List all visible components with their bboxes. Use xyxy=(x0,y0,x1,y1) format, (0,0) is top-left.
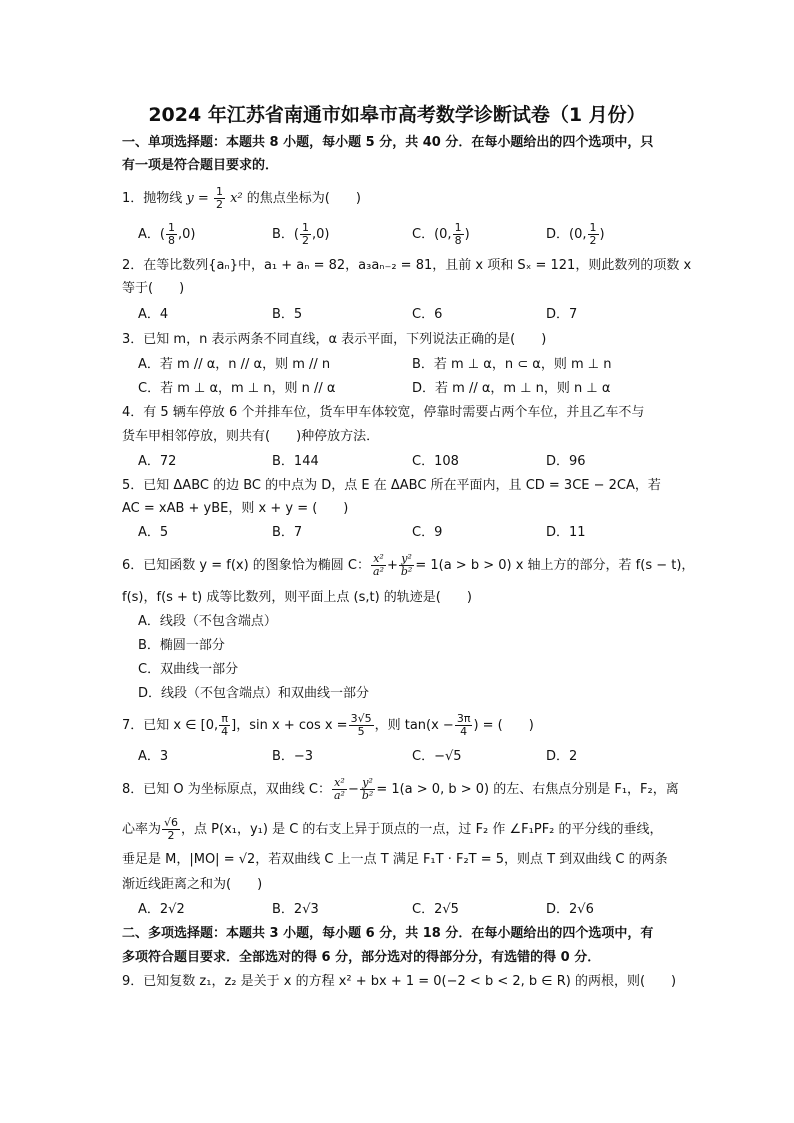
q1-option-c xyxy=(412,222,470,247)
q6-option-a: A．线段（不包含端点） xyxy=(138,614,277,629)
q8-ecc-label: 心率为 xyxy=(122,822,162,837)
q3-option-d: D．若 m // α，m ⊥ n，则 n ⊥ α xyxy=(412,381,611,396)
q4-option-b: B．144 xyxy=(272,454,319,469)
q1-c-den: 8 xyxy=(454,234,462,247)
q5-option-c: C．9 xyxy=(412,525,443,540)
question-8-line4: 渐近线距离之和为( ) xyxy=(122,877,263,892)
q1-xsq: x² xyxy=(230,191,243,206)
q1-d-den: 2 xyxy=(589,234,597,247)
q1-prefix: 1．抛物线 xyxy=(122,191,183,206)
q6-y-frac xyxy=(399,553,414,578)
q1-a-tail: ,0) xyxy=(177,227,196,242)
q8-option-c: C．2√5 xyxy=(412,902,459,917)
q8-text-b: = 1(a > 0, b > 0) 的左、右焦点分别是 F₁，F₂，离 xyxy=(376,782,679,797)
q1-b-label: B．( xyxy=(272,227,299,242)
question-4-line2: 货车甲相邻停放，则共有( )种停放方法． xyxy=(122,429,380,444)
q1-lhs: y = xyxy=(186,191,209,206)
q3-option-b: B．若 m ⊥ α，n ⊂ α，则 m ⊥ n xyxy=(412,357,612,372)
q8-e-frac xyxy=(162,817,180,842)
question-1 xyxy=(122,186,682,211)
q8-y-num: y² xyxy=(360,777,375,790)
q7-option-a: A．3 xyxy=(138,749,169,764)
q8-x-num: x² xyxy=(332,777,347,790)
q1-a-label: A．( xyxy=(138,227,165,242)
q2-option-d: D．7 xyxy=(546,307,578,322)
q6-y-den: b² xyxy=(400,565,413,578)
question-6-line1: 6．已知函数 y = f(x) 的图象恰为椭圆 C： $\frac{\text{x²}}{\text{a²}}$ + $\frac{\text{y²}}{\text{b²}}$ = 1(a > b > 0) x 轴上方的部分，若 f(s − t)， xyxy=(122,552,695,578)
question-5-line1: 5．已知 ΔABC 的边 BC 的中点为 D，点 E 在 ΔABC 所在平面内，且 CD = 3CE − 2CA，若 xyxy=(122,478,661,493)
q6-y-num: y² xyxy=(399,553,414,566)
q6-x-frac xyxy=(371,553,386,578)
question-8-line2 xyxy=(122,817,682,842)
q1-option-b xyxy=(272,222,329,247)
q7-s-den: 5 xyxy=(357,725,365,738)
q1-option-a xyxy=(138,222,195,247)
q8-y-den: b² xyxy=(361,789,374,802)
q6-text-a: 6．已知函数 y = f(x) 的图象恰为椭圆 C： xyxy=(122,558,371,573)
q1-b-frac xyxy=(300,222,311,247)
q7-p1: 7．已知 x ∈ [0, xyxy=(122,718,219,733)
q5-option-b: B．7 xyxy=(272,525,303,540)
q7-s-frac xyxy=(349,713,374,738)
question-4-line1: 4．有 5 辆车停放 6 个并排车位，货车甲车体较宽，停靠时需要占两个车位，并且乙车不与 xyxy=(122,405,645,420)
q2-option-c: C．6 xyxy=(412,307,443,322)
section2-line1: 二、多项选择题：本题共 3 小题，每小题 6 分，共 18 分．在每小题给出的四个选项中，有 xyxy=(122,926,654,941)
q8-e-num: √6 xyxy=(164,816,179,829)
question-6-line2: f(s)，f(s + t) 成等比数列，则平面上点 (s,t) 的轨迹是( ) xyxy=(122,590,472,605)
q7-pi-den: 4 xyxy=(221,725,229,738)
q1-b-num: 1 xyxy=(302,221,309,234)
q1-d-num: 1 xyxy=(589,221,597,234)
q5-option-a: A．5 xyxy=(138,525,169,540)
q1-c-tail: ) xyxy=(464,227,470,242)
question-8-line1: 8．已知 O 为坐标原点，双曲线 C： $\frac{\text{x²}}{\text{a²}}$ − $\frac{\text{y²}}{\text{b²}}$ = 1(a > 0, b > 0) 的左、右焦点分别是 F₁，F₂，离 xyxy=(122,776,679,802)
q8-option-a: A．2√2 xyxy=(138,902,185,917)
q7-p2: ]，sin x + cos x = xyxy=(231,718,348,733)
q8-text-a: 8．已知 O 为坐标原点，双曲线 C： xyxy=(122,782,331,797)
q4-option-c: C．108 xyxy=(412,454,459,469)
question-7 xyxy=(122,713,682,738)
q8-x-den: a² xyxy=(333,789,345,802)
q1-num: 1 xyxy=(215,185,223,198)
section1-line1: 一、单项选择题：本题共 8 小题，每小题 5 分，共 40 分．在每小题给出的四个选项中，只 xyxy=(122,135,654,150)
q7-option-d: D．2 xyxy=(546,749,578,764)
q4-option-a: A．72 xyxy=(138,454,177,469)
q6-text-b: = 1(a > b > 0) x 轴上方的部分，若 f(s − t)， xyxy=(415,558,695,573)
q8-text-c: ，点 P(x₁，y₁) 是 C 的右支上异于顶点的一点，过 F₂ 作 ∠F₁PF₂ 的平分线的垂线， xyxy=(181,822,663,837)
q1-a-frac xyxy=(166,222,177,247)
q6-option-b: B．椭圆一部分 xyxy=(138,638,225,653)
page-title: 2024 年江苏省南通市如皋市高考数学诊断试卷（1 月份） xyxy=(148,104,646,126)
q6-option-d: D．线段（不包含端点）和双曲线一部分 xyxy=(138,686,370,701)
q7-p3: ，则 tan(x − xyxy=(374,718,454,733)
q1-c-frac xyxy=(453,222,464,247)
q1-d-frac xyxy=(588,222,599,247)
q1-b-den: 2 xyxy=(302,234,309,247)
q7-t-den: 4 xyxy=(460,725,468,738)
q7-pi-num: π xyxy=(219,713,230,726)
q7-p4: ) = ( ) xyxy=(473,718,534,733)
question-2-line1: 2．在等比数列{aₙ}中，a₁ + aₙ = 82，a₃aₙ₋₂ = 81，且前 x 项和 Sₓ = 121，则此数列的项数 x xyxy=(122,258,692,273)
q8-option-b: B．2√3 xyxy=(272,902,319,917)
section2-line2: 多项符合题目要求．全部选对的得 6 分，部分选对的得部分分，有选错的得 0 分． xyxy=(122,950,601,965)
q7-t-frac xyxy=(455,713,473,738)
q1-suffix: 的焦点坐标为( ) xyxy=(246,191,361,206)
question-2-line2: 等于( ) xyxy=(122,281,185,296)
q8-e-den: 2 xyxy=(167,829,175,842)
section1-line2: 有一项是符合题目要求的． xyxy=(122,158,279,173)
q7-s-num: 3√5 xyxy=(350,712,372,725)
q1-den: 2 xyxy=(215,198,223,211)
q8-y-frac xyxy=(360,777,375,802)
q1-a-num: 1 xyxy=(167,221,175,234)
q1-d-tail: ) xyxy=(599,227,605,242)
q1-d-label: D．(0, xyxy=(546,227,587,242)
q1-c-num: 1 xyxy=(454,221,462,234)
q1-b-tail: ,0) xyxy=(312,227,330,242)
q7-option-b: B．−3 xyxy=(272,749,314,764)
q8-option-d: D．2√6 xyxy=(546,902,594,917)
q2-option-a: A．4 xyxy=(138,307,169,322)
q1-a-den: 8 xyxy=(167,234,175,247)
q3-option-a: A．若 m // α，n // α，则 m // n xyxy=(138,357,331,372)
q1-c-label: C．(0, xyxy=(412,227,452,242)
q7-pi-frac xyxy=(219,713,230,738)
question-9-line1: 9．已知复数 z₁，z₂ 是关于 x 的方程 x² + bx + 1 = 0(−2 < b < 2, b ∈ R) 的两根，则( ) xyxy=(122,974,677,989)
q7-option-c: C．−√5 xyxy=(412,749,462,764)
q7-t-num: 3π xyxy=(456,712,471,725)
q6-x-num: x² xyxy=(371,553,386,566)
q6-x-den: a² xyxy=(373,565,384,578)
question-5-line2: AC = xAB + yBE，则 x + y = ( ) xyxy=(122,501,349,516)
q5-option-d: D．11 xyxy=(546,525,586,540)
question-3-line1: 3．已知 m，n 表示两条不同直线，α 表示平面，下列说法正确的是( ) xyxy=(122,332,547,347)
question-8-line3: 垂足是 M，|MO| = √2，若双曲线 C 上一点 T 满足 F₁T · F₂T = 5，则点 T 到双曲线 C 的两条 xyxy=(122,852,668,867)
q2-option-b: B．5 xyxy=(272,307,303,322)
q1-fraction xyxy=(214,186,225,211)
q1-option-d xyxy=(546,222,605,247)
q6-option-c: C．双曲线一部分 xyxy=(138,662,239,677)
q4-option-d: D．96 xyxy=(546,454,586,469)
q3-option-c: C．若 m ⊥ α，m ⊥ n，则 n // α xyxy=(138,381,336,396)
q8-x-frac xyxy=(332,777,347,802)
